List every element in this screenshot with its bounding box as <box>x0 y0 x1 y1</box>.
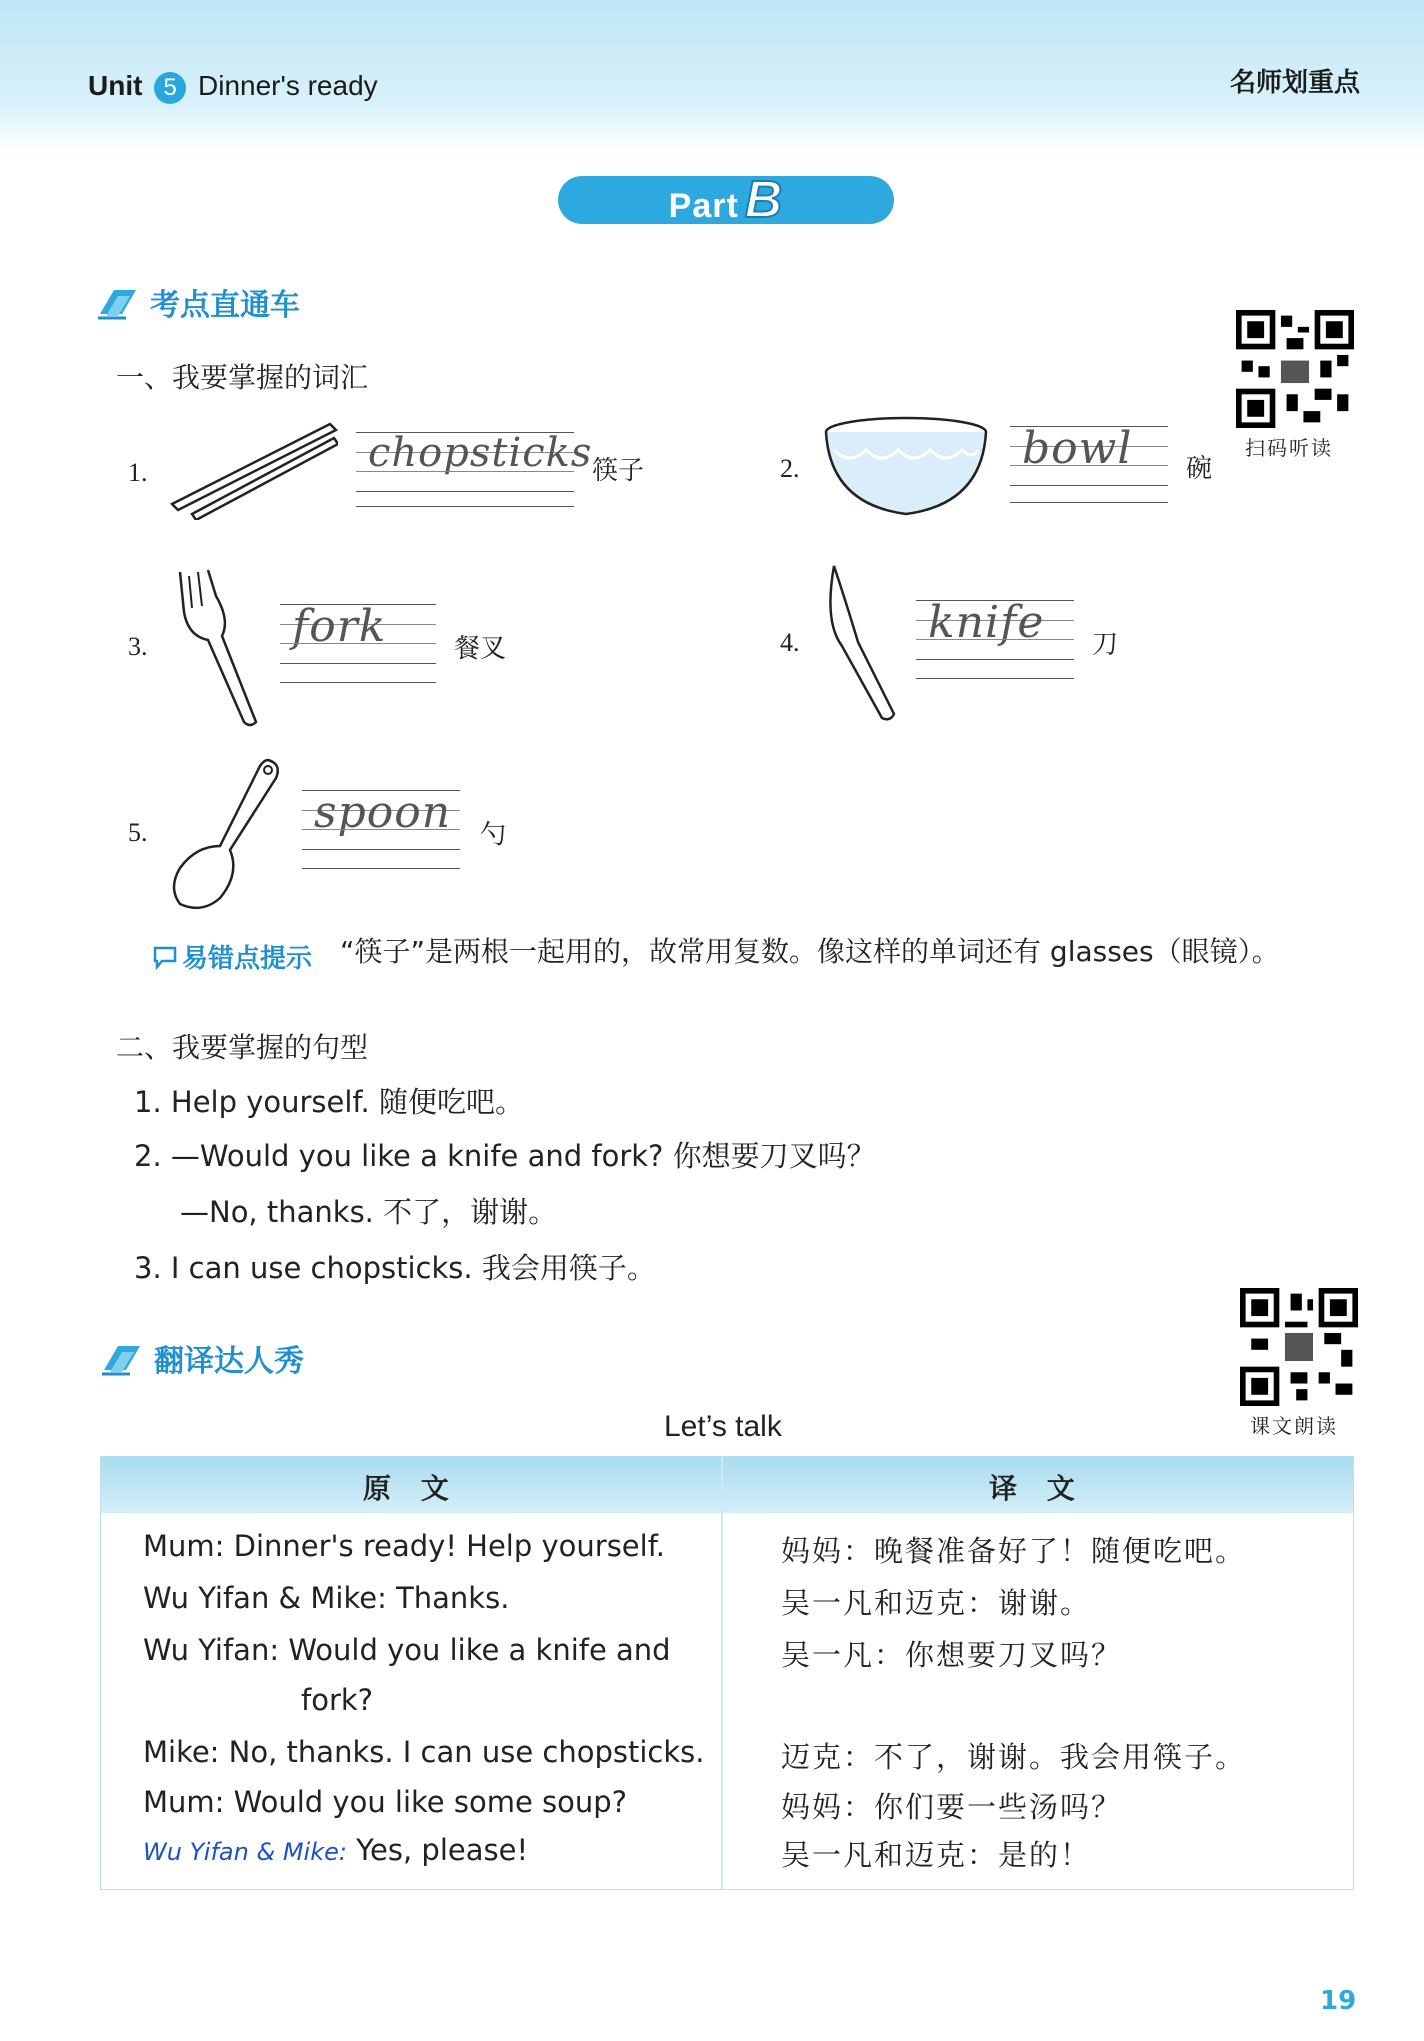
original-line: Wu Yifan & Mike: Thanks. <box>143 1581 510 1615</box>
vocab-writing-lines <box>1010 423 1168 486</box>
column-original: 原 文 <box>363 1472 459 1505</box>
translation-table <box>100 1456 1354 1890</box>
sentence-heading: 二、我要掌握的句型 <box>116 1031 369 1064</box>
translation-table-header <box>101 1457 1353 1513</box>
original-line: fork? <box>301 1683 374 1717</box>
speech-bubble-icon <box>152 944 178 970</box>
vocab-word: bowl <box>1022 423 1133 474</box>
vocab-writing-lines <box>356 430 593 492</box>
table-divider <box>721 1457 723 1889</box>
vocab-word: chopsticks <box>368 430 593 476</box>
translation-line: 吴一凡和迈克：是的！ <box>781 1838 1092 1872</box>
chopsticks-icon <box>170 418 338 520</box>
vocab-number: 5. <box>128 818 148 847</box>
page-number: 19 <box>1320 1986 1357 2016</box>
qr-code-listen[interactable] <box>1236 310 1354 428</box>
notebook-icon <box>100 1340 144 1376</box>
vocab-number: 4. <box>780 628 800 657</box>
vocab-heading: 一、我要掌握的词汇 <box>116 361 369 394</box>
bowl-icon <box>820 414 992 520</box>
tip-label: 易错点提示 <box>152 938 312 975</box>
qr-label-listen: 扫码听读 <box>1245 436 1333 460</box>
vocab-number: 2. <box>780 454 800 483</box>
translation-line: 妈妈：你们要一些汤吗？ <box>781 1790 1123 1824</box>
speaker-label: Wu Yifan & Mike: <box>143 1838 347 1866</box>
unit-title: Dinner's ready <box>198 70 378 101</box>
sentence-item: —No, thanks. 不了，谢谢。 <box>180 1195 558 1229</box>
unit-number-badge: 5 <box>154 72 186 104</box>
sentence-item: 3. I can use chopsticks. 我会用筷子。 <box>134 1251 656 1285</box>
speaker-reply: Yes, please! <box>346 1833 529 1867</box>
vocab-chinese: 餐叉 <box>454 634 507 664</box>
vocab-writing-lines <box>916 597 1074 660</box>
corner-title: 名师划重点 <box>1229 68 1360 98</box>
part-letter: B <box>744 171 784 229</box>
tip-text: “筷子”是两根一起用的，故常用复数。像这样的单词还有 glasses（眼镜）。 <box>340 935 1280 968</box>
section-title-exam-points: 考点直通车 <box>96 280 300 324</box>
vocab-chinese: 刀 <box>1092 630 1119 660</box>
vocab-number: 3. <box>128 632 148 661</box>
vocab-chinese: 碗 <box>1186 454 1213 484</box>
vocab-word: spoon <box>314 787 452 838</box>
vocab-word: knife <box>928 597 1045 648</box>
vocab-writing-lines <box>280 601 436 664</box>
translation-line: 妈妈：晚餐准备好了！随便吃吧。 <box>781 1534 1247 1568</box>
qr-code-text-reading[interactable] <box>1240 1288 1358 1406</box>
column-translation: 译 文 <box>989 1472 1085 1505</box>
original-line: Mike: No, thanks. I can use chopsticks. <box>143 1735 705 1769</box>
part-banner: Part B <box>558 176 894 224</box>
notebook-icon <box>96 284 140 320</box>
original-line-last <box>143 1833 528 1867</box>
vocab-number: 1. <box>128 458 148 487</box>
sentence-item: 1. Help yourself. 随便吃吧。 <box>134 1085 524 1119</box>
unit-label: Unit 5 Dinner's ready <box>88 70 378 104</box>
section-title-translation: 翻译达人秀 <box>100 1336 304 1380</box>
translation-line: 吴一凡：你想要刀叉吗？ <box>781 1638 1123 1672</box>
vocab-writing-lines <box>302 787 460 850</box>
talk-title: Let’s talk <box>664 1410 782 1443</box>
original-line: Mum: Would you like some soup? <box>143 1785 628 1819</box>
sentence-item: 2. —Would you like a knife and fork? 你想要刀叉吗？ <box>134 1139 876 1173</box>
qr-label-reading: 课文朗读 <box>1250 1414 1338 1438</box>
fork-icon <box>172 566 268 728</box>
vocab-chinese: 筷子 <box>592 456 645 486</box>
vocab-word: fork <box>292 601 387 652</box>
translation-line: 吴一凡和迈克：谢谢。 <box>781 1586 1092 1620</box>
vocab-chinese: 勺 <box>480 820 507 850</box>
spoon-icon <box>168 754 286 914</box>
translation-line: 迈克：不了，谢谢。我会用筷子。 <box>781 1740 1247 1774</box>
original-line: Mum: Dinner's ready! Help yourself. <box>143 1529 666 1563</box>
original-line: Wu Yifan: Would you like a knife and <box>143 1633 671 1667</box>
knife-icon <box>820 562 900 722</box>
